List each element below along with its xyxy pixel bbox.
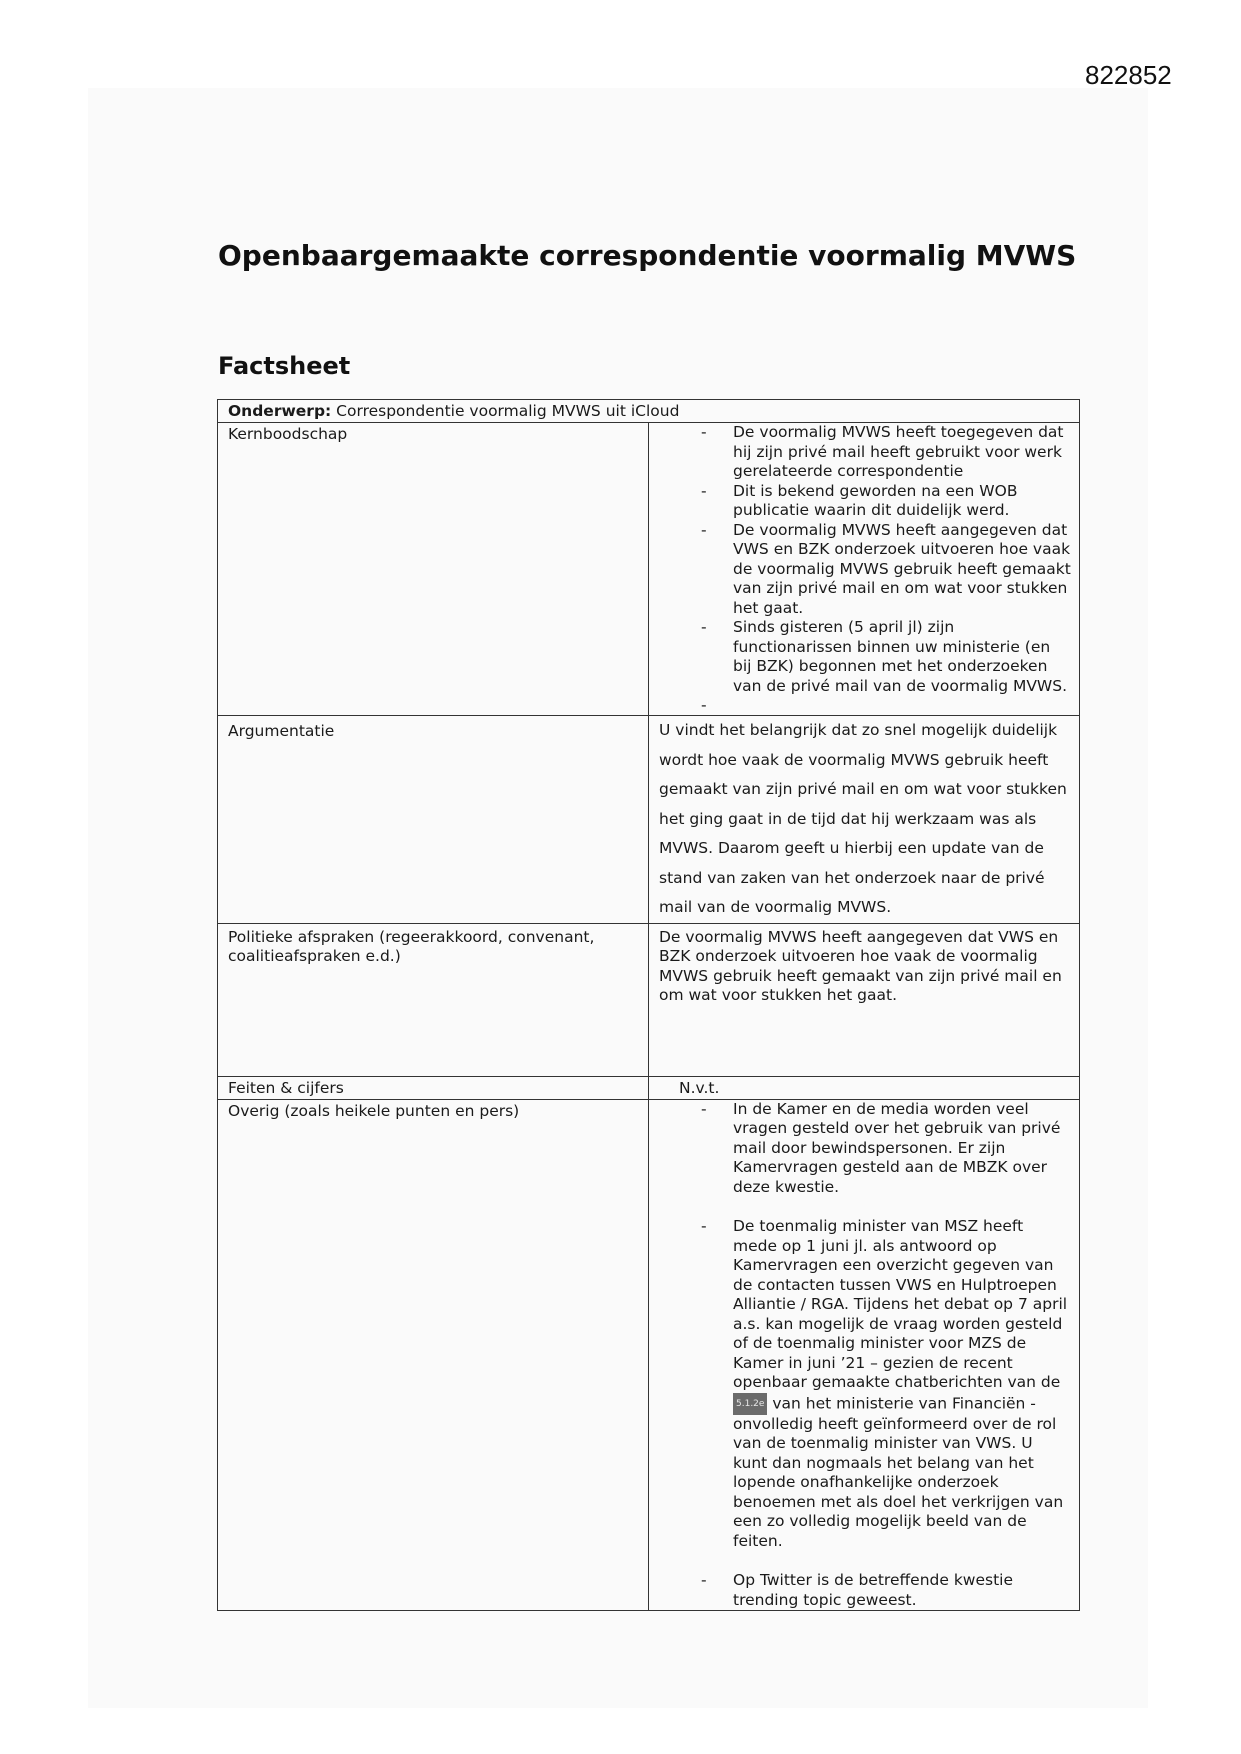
overig-list — [659, 1100, 1071, 1611]
kernboodschap-value — [649, 423, 1080, 716]
politieke-label: Politieke afspraken (regeerakkoord, convenant, coalitieafspraken e.d.) — [218, 923, 649, 1076]
argumentatie-label: Argumentatie — [218, 716, 649, 924]
list-item: - De voormalig MVWS heeft toegegeven dat hij zijn privé mail heeft gebruikt voor werk gerelateerde correspondentie — [693, 423, 1071, 482]
overig-label: Overig (zoals heikele punten en pers) — [218, 1099, 649, 1611]
document-subtitle: Factsheet — [218, 352, 351, 380]
list-item: - In de Kamer en de media worden veel vragen gesteld over het gebruik van privé mail door bewindspersonen. Er zijn Kamervragen gesteld aan de MBZK over deze kwestie. — [693, 1100, 1071, 1198]
overig-row — [218, 1099, 1080, 1611]
redaction-mark: 5.1.2e — [733, 1393, 767, 1415]
list-item — [693, 1217, 1071, 1551]
document-number: 822852 — [1085, 60, 1172, 90]
feiten-label: Feiten & cijfers — [218, 1076, 649, 1099]
list-item: - Dit is bekend geworden na een WOB publicatie waarin dit duidelijk werd. — [693, 482, 1071, 521]
list-item — [693, 696, 1071, 715]
politieke-row — [218, 923, 1080, 1076]
list-spacer — [693, 1551, 1071, 1571]
subject-label: Onderwerp: — [228, 402, 332, 420]
subject-row — [218, 400, 1080, 423]
overig-item-text: van het ministerie van Financiën - onvolledig heeft geïnformeerd over de rol van de toenmalig minister van VWS. U kunt dan nogmaals het belang van het lopende onafhankelijke onderzoek benoemen met als doel het verkrijgen van een zo volledig mogelijk beeld van de feiten. — [733, 1394, 1064, 1550]
list-item: - De voormalig MVWS heeft aangegeven dat VWS en BZK onderzoek uitvoeren hoe vaak de voormalig MVWS gebruik heeft gemaakt van zijn privé mail en om wat voor stukken het gaat. — [693, 521, 1071, 619]
document-title: Openbaargemaakte correspondentie voormalig MVWS — [218, 239, 1077, 272]
argumentatie-value: U vindt het belangrijk dat zo snel mogelijk duidelijk wordt hoe vaak de voormalig MVWS gebruik heeft gemaakt van zijn privé mail en om wat voor stukken het ging gaat in de tijd dat hij werkzaam was als MVWS. Daarom geeft u hierbij een update van de stand van zaken van het onderzoek naar de privé mail van de voormalig MVWS. — [649, 716, 1080, 924]
factsheet-table — [217, 399, 1080, 1611]
list-item: - Op Twitter is de betreffende kwestie trending topic geweest. — [693, 1571, 1071, 1610]
subject-value: Correspondentie voormalig MVWS uit iCloud — [336, 402, 680, 420]
subject-cell — [218, 400, 1080, 423]
politieke-value: De voormalig MVWS heeft aangegeven dat VWS en BZK onderzoek uitvoeren hoe vaak de voormalig MVWS gebruik heeft gemaakt van zijn privé mail en om wat voor stukken het gaat. — [649, 923, 1080, 1076]
kernboodschap-list — [659, 423, 1071, 715]
argumentatie-row — [218, 716, 1080, 924]
kernboodschap-label: Kernboodschap — [218, 423, 649, 716]
kernboodschap-row — [218, 423, 1080, 716]
list-spacer — [693, 1197, 1071, 1217]
overig-value — [649, 1099, 1080, 1611]
overig-item-text: De toenmalig minister van MSZ heeft mede op 1 juni jl. als antwoord op Kamervragen een overzicht gegeven van de contacten tussen VWS en Hulptroepen Alliantie / RGA. Tijdens het debat op 7 april a.s. kan mogelijk de vraag worden gesteld of de toenmalig minister voor MZS de Kamer in juni ’21 – gezien de recent openbaar gemaakte chatberichten van de — [733, 1217, 1068, 1391]
feiten-value: N.v.t. — [649, 1076, 1080, 1099]
feiten-row — [218, 1076, 1080, 1099]
list-item: - Sinds gisteren (5 april jl) zijn functionarissen binnen uw ministerie (en bij BZK) begonnen met het onderzoeken van de privé mail van de voormalig MVWS. — [693, 618, 1071, 696]
